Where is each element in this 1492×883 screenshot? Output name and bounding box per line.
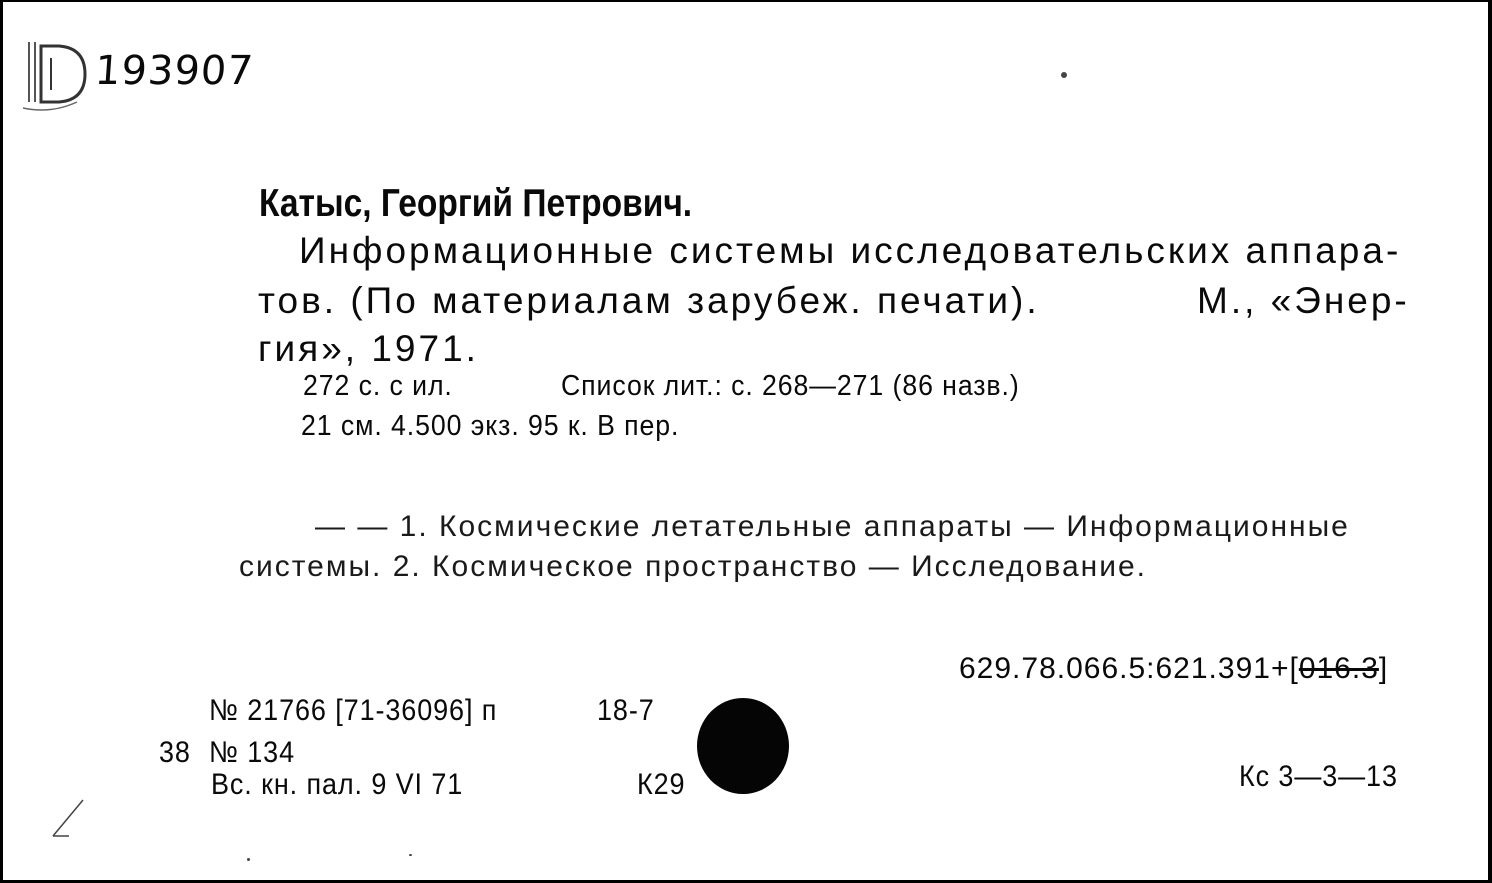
udc-bracket-close: ] — [1378, 652, 1389, 685]
book-chamber-code: К29 — [637, 768, 686, 801]
dust-speck — [247, 858, 250, 861]
book-chamber-line: Вс. кн. пал. 9 VI 71 — [211, 768, 464, 801]
subject-line-2: системы. 2. Космическое пространство — Исследование. — [239, 550, 1147, 583]
title-line-2: тов. (По материалам зарубеж. печати). — [258, 280, 1040, 321]
registration-prefix: 38 — [159, 736, 191, 769]
library-stamp-icon — [21, 32, 91, 112]
bibliography-info: Список лит.: с. 268—271 (86 назв.) — [561, 370, 1020, 402]
udc-struck-code: 016.3 — [1298, 652, 1379, 685]
format-info: 21 см. 4.500 экз. 95 к. В пер. — [301, 410, 680, 442]
udc-index — [959, 652, 1388, 686]
title-line-3: гия», 1971. — [258, 328, 479, 369]
subject-line-1: — — 1. Космические летательные аппараты — Информационные — [315, 510, 1350, 543]
title-line-1: Информационные системы исследовательских аппара- — [299, 230, 1402, 271]
udc-bracket-open: [ — [1289, 652, 1299, 685]
publisher-fragment: М., «Энер- — [1197, 280, 1410, 321]
punch-hole — [697, 698, 789, 794]
udc-main: 629.78.066.5:621.391+ — [959, 652, 1290, 685]
dust-speck — [409, 854, 412, 856]
author-heading: Катыс, Георгий Петрович. — [259, 182, 693, 225]
registration-code: 18-7 — [597, 694, 655, 727]
registration-order: № 134 — [209, 736, 296, 769]
inventory-number: 193907 — [93, 48, 256, 94]
registration-number: № 21766 [71-36096] п — [209, 694, 498, 727]
catalog-code: Кс 3—3—13 — [1239, 760, 1398, 793]
pages-info: 272 с. с ил. — [303, 370, 453, 402]
ink-speck — [1061, 72, 1067, 78]
pencil-mark-icon — [47, 792, 91, 842]
